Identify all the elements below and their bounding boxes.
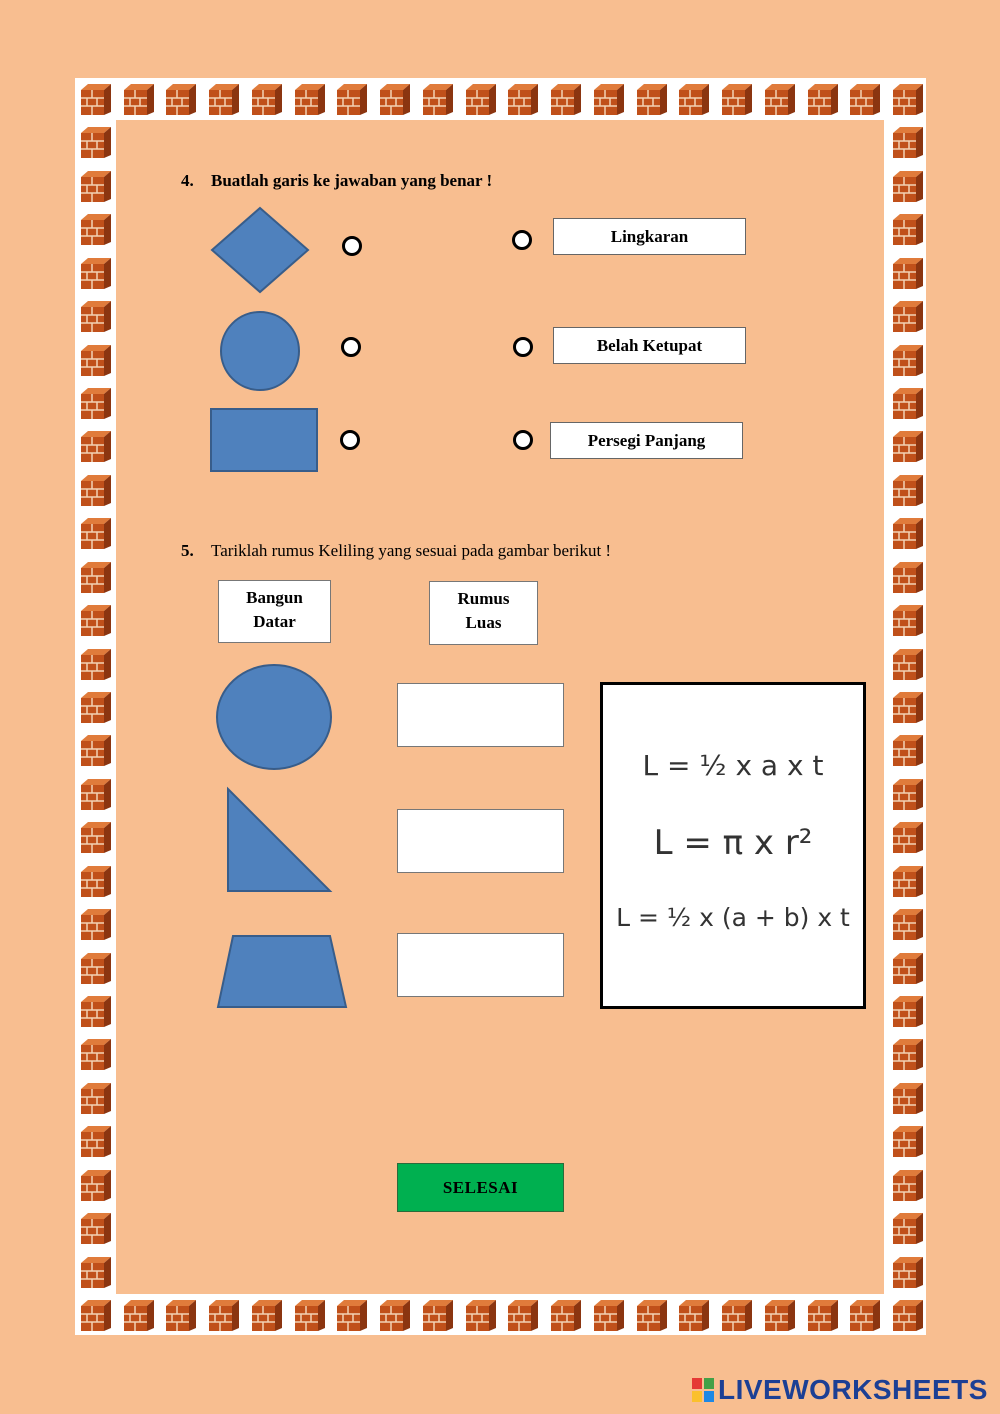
- triangle-shape: [228, 789, 330, 891]
- match-dot-right-2[interactable]: [513, 337, 533, 357]
- answer-drop-box-1[interactable]: [397, 683, 564, 747]
- formula-trapezoid[interactable]: L = ½ x (a + b) x t: [616, 903, 850, 932]
- brand-name: LIVEWORKSHEETS: [718, 1374, 988, 1405]
- rhombus-shape: [212, 208, 308, 292]
- option-lingkaran: Lingkaran: [553, 218, 746, 255]
- liveworksheets-logo: [692, 1374, 988, 1406]
- circle-shape-q5: [217, 665, 331, 769]
- question-number: 5.: [181, 541, 194, 560]
- match-dot-left-1[interactable]: [342, 236, 362, 256]
- formula-circle[interactable]: L = π x r²: [653, 823, 813, 863]
- match-dot-left-2[interactable]: [341, 337, 361, 357]
- formula-bank: [600, 682, 866, 1009]
- question-5: [181, 541, 611, 561]
- match-dot-right-1[interactable]: [512, 230, 532, 250]
- header-rumus-luas: [429, 581, 538, 645]
- option-belah-ketupat: Belah Ketupat: [553, 327, 746, 364]
- header-line-2: Luas: [465, 613, 502, 632]
- question-text: Buatlah garis ke jawaban yang benar !: [211, 171, 493, 190]
- header-bangun-datar: [218, 580, 331, 643]
- finish-button[interactable]: SELESAI: [397, 1163, 564, 1212]
- header-line-2: Datar: [253, 612, 296, 631]
- match-dot-right-3[interactable]: [513, 430, 533, 450]
- header-line-1: Rumus: [457, 589, 510, 608]
- liveworksheets-logo-icon: [692, 1378, 714, 1402]
- question-text: Tariklah rumus Keliling yang sesuai pada gambar berikut !: [211, 541, 612, 560]
- question-number: 4.: [181, 171, 194, 190]
- circle-shape: [221, 312, 299, 390]
- answer-drop-box-3[interactable]: [397, 933, 564, 997]
- match-dot-left-3[interactable]: [340, 430, 360, 450]
- answer-drop-box-2[interactable]: [397, 809, 564, 873]
- option-persegi-panjang: Persegi Panjang: [550, 422, 743, 459]
- formula-triangle[interactable]: L = ½ x a x t: [642, 749, 824, 782]
- trapezoid-shape: [218, 936, 346, 1007]
- rectangle-shape: [211, 409, 317, 471]
- header-line-1: Bangun: [246, 588, 303, 607]
